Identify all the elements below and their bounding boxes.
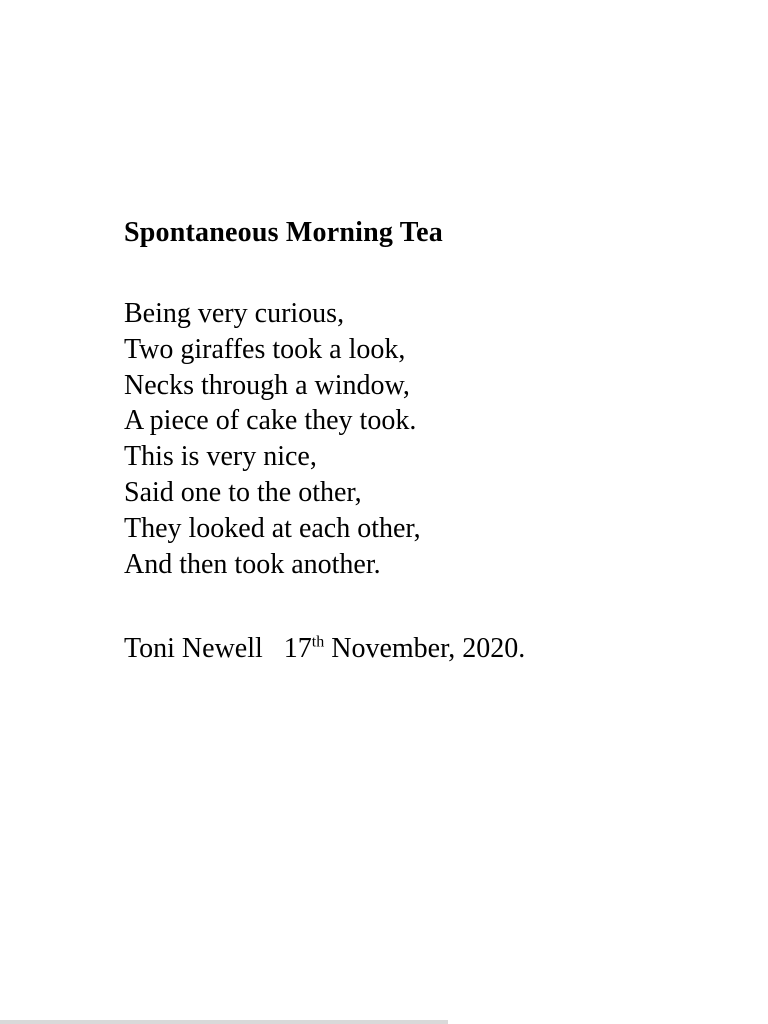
poem-line: And then took another.: [124, 548, 381, 580]
signature-ordinal: th: [311, 634, 325, 652]
page-bottom-edge: [0, 1020, 448, 1024]
poem-line-italic-trailing: ,: [309, 441, 317, 473]
poem-line-italic-text: This is very nice: [124, 441, 310, 473]
signature-spacer: [263, 633, 284, 664]
signature-date: November, 2020.: [324, 633, 526, 665]
poem-line-italic: [124, 439, 684, 475]
author-name: Toni Newell: [124, 633, 263, 665]
poem-line: They looked at each other,: [124, 512, 421, 544]
signature-day: 17: [283, 633, 312, 665]
poem-line: Being very curious,: [124, 298, 345, 329]
poem-line: Two giraffes took a look,: [124, 333, 406, 365]
poem-line: Necks through a window,: [124, 369, 410, 401]
page-title: Spontaneous Morning Tea: [124, 217, 443, 248]
poem-line: A piece of cake they took.: [124, 405, 417, 437]
signature-line: [124, 632, 684, 666]
poem-line: Said one to the other,: [124, 476, 362, 508]
poem-container: [124, 216, 684, 666]
poem-body: [124, 296, 684, 582]
